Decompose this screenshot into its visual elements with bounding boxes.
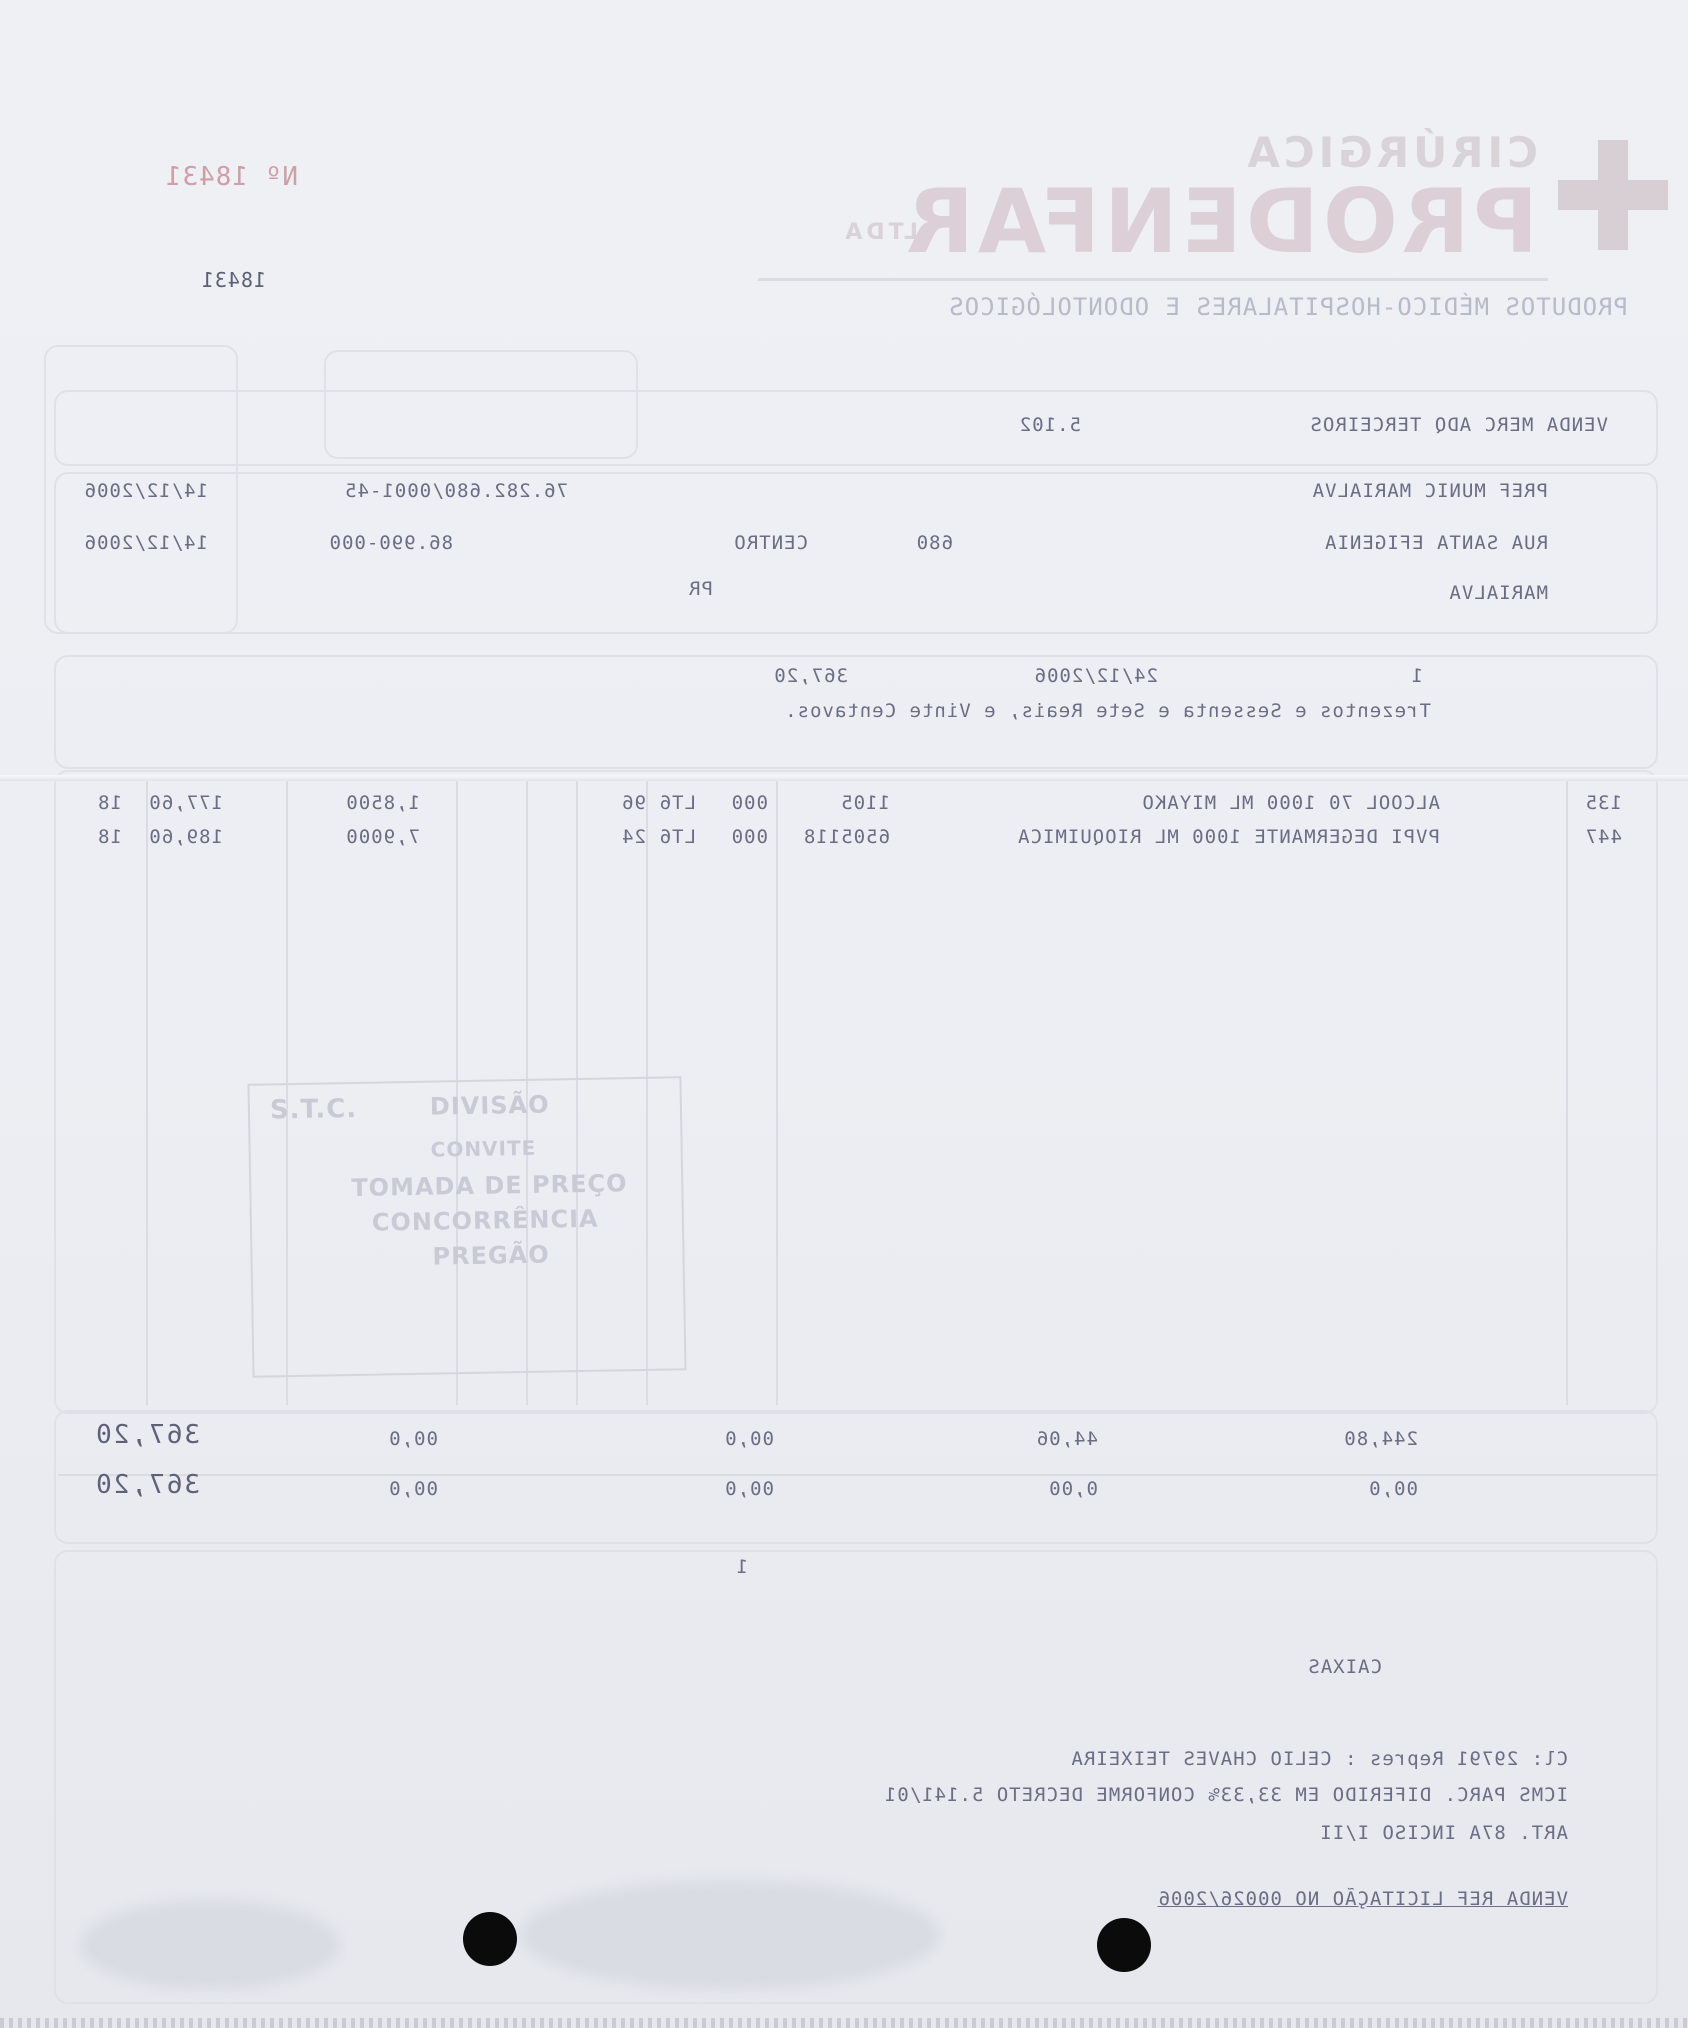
emission-date: 14/12/2006 — [83, 480, 208, 502]
seguro: 0,00 — [1048, 1478, 1098, 1500]
recipient-cnpj: 76.282.680/0001-45 — [344, 480, 568, 502]
outras-despesas: 00,0 — [724, 1478, 774, 1500]
info-line-2: ICMS PARC. DIFERIDO EM 33,33% CONFORME DECRETO 5.141/01 — [883, 1784, 1568, 1806]
item-icms-rate: 18 — [97, 826, 122, 848]
total-produtos: 367,20 — [94, 1420, 200, 1450]
recipient-cep: 86.990-000 — [328, 532, 453, 554]
item-quantity: 96 — [621, 792, 646, 814]
item-cst: 000 — [730, 826, 768, 848]
additional-box — [54, 1550, 1658, 2004]
brand-suffix: LTDA — [841, 220, 918, 245]
item-icms-rate: 18 — [97, 792, 122, 814]
info-line-1: Cl: 29791 Repres : CELIO CHAVES TEIXEIRA — [1070, 1748, 1568, 1770]
item-total: 189,60 — [148, 826, 223, 848]
info-line-4: VENDA REF LICITAÇÃO NO 00026/2006 — [1157, 1888, 1568, 1910]
stamp-line: DIVISÃO — [429, 1090, 550, 1121]
valor-icms: 44,06 — [1035, 1428, 1098, 1450]
due-date: 24/12/2006 — [1033, 665, 1158, 687]
volume-species: CAIXAS — [1307, 1656, 1382, 1678]
item-total: 177,60 — [148, 792, 223, 814]
item-description: PVPI DEGERMANTE 1000 ML RIOQUIMICA — [1017, 826, 1440, 848]
stamp-line: CONVITE — [430, 1135, 537, 1162]
recipient-uf: PR — [688, 578, 713, 600]
cfop: 5.102 — [1018, 414, 1081, 436]
perforation-edge — [0, 2018, 1688, 2028]
item-description: ALCOOL 70 1000 ML MIYAKO — [1141, 792, 1440, 814]
operation-nature: VENDA MERC ADQ TERCEIROS — [1309, 414, 1608, 436]
amount-in-words: Trezentos e Sessenta e Sete Reais, e Vinte Centavos. — [784, 700, 1431, 722]
brand-main: PRODENFAR — [902, 170, 1538, 273]
item-ncm: 1105 — [840, 792, 890, 814]
stamp-line: PREGÃO — [432, 1240, 550, 1271]
item-unit: LT6 — [658, 792, 696, 814]
stamp-line: TOMADA DE PREÇO — [351, 1169, 628, 1203]
brand-top: CIRÚRGICA — [1243, 128, 1538, 177]
punch-hole — [1097, 1918, 1151, 1972]
tagline: PRODUTOS MÉDICO-HOSPITALARES E ODONTOLÓGICOS — [948, 293, 1628, 321]
doc-number: 18431 — [200, 268, 266, 292]
recipient-city: MARIALVA — [1448, 582, 1548, 604]
col-divider — [776, 775, 778, 1405]
col-divider — [1566, 775, 1568, 1405]
recipient-address: RUA SANTA EFIGENIA — [1324, 532, 1548, 554]
item-cst: 000 — [730, 792, 768, 814]
item-quantity: 24 — [621, 826, 646, 848]
volume-quantity: 1 — [735, 1556, 748, 1578]
approval-stamp — [247, 1076, 686, 1378]
item-ncm: 6505118 — [802, 826, 890, 848]
item-code: 135 — [1584, 792, 1622, 814]
frete: 00,0 — [1368, 1478, 1418, 1500]
stamp-line: S.T.C. — [269, 1093, 358, 1126]
item-unit: LT6 — [658, 826, 696, 848]
logo-cross-icon — [1558, 180, 1668, 210]
divider — [58, 1474, 1658, 1476]
valor-ipi: 00,0 — [388, 1478, 438, 1500]
punch-hole — [463, 1912, 517, 1966]
item-unit-price: 7,9000 — [345, 826, 420, 848]
col-divider — [146, 775, 148, 1405]
base-icms-subst: 00,0 — [724, 1428, 774, 1450]
item-code: 447 — [1584, 826, 1622, 848]
item-unit-price: 1,8500 — [345, 792, 420, 814]
paper-fold — [0, 775, 1688, 781]
recipient-name: PREF MUNIC MARIALVA — [1311, 480, 1548, 502]
divider — [758, 278, 1548, 281]
info-line-3: ART. 87A INCISO I/II — [1319, 1822, 1568, 1844]
doc-number-red: Nº 18431 — [164, 162, 298, 192]
stamp-line: CONCORRÊNCIA — [371, 1204, 599, 1237]
total-nota: 367,20 — [94, 1470, 200, 1500]
base-icms: 244,80 — [1343, 1428, 1418, 1450]
recipient-number: 680 — [915, 532, 953, 554]
billing-amount: 367,20 — [773, 665, 848, 687]
exit-date: 14/12/2006 — [83, 532, 208, 554]
valor-icms-subst: 00,0 — [388, 1428, 438, 1450]
recipient-district: CENTRO — [733, 532, 808, 554]
installment-number: 1 — [1410, 665, 1423, 687]
